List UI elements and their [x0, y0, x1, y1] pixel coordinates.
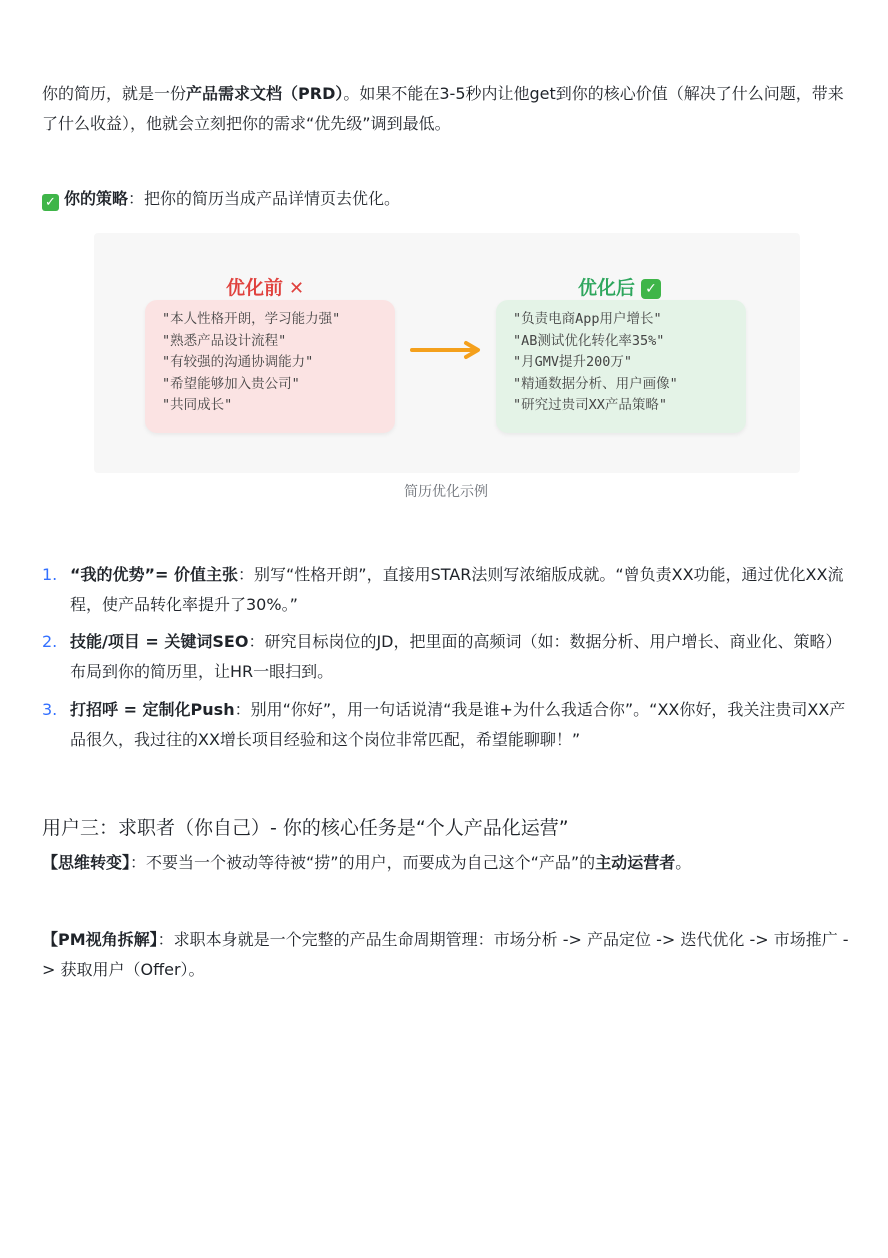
- list-item: [42, 560, 850, 620]
- after-line: "精通数据分析、用户画像": [513, 375, 678, 392]
- list-number: 2.: [42, 632, 58, 651]
- strategy-text: ：把你的简历当成产品详情页去优化。: [128, 189, 401, 208]
- strategy-label: 你的策略: [64, 189, 129, 208]
- after-line: "负责电商App用户增长": [513, 311, 662, 327]
- before-line: "共同成长": [162, 397, 233, 413]
- before-line: "希望能够加入贵公司": [162, 375, 300, 392]
- mindset-paragraph: [42, 848, 850, 878]
- pm-text: ：求职本身就是一个完整的产品生命周期管理：市场分析 -> 产品定位 -> 迭代优化 -> 市场推广 -> 获取用户（Offer）。: [42, 930, 849, 979]
- before-title-text: 优化前: [226, 277, 284, 299]
- after-title: [578, 273, 661, 300]
- list-item-bold: 技能/项目 = 关键词SEO: [70, 632, 249, 651]
- list-item: [42, 627, 850, 687]
- list-item-body: [70, 695, 850, 755]
- section-heading: 用户三：求职者（你自己）- 你的核心任务是“个人产品化运营”: [42, 817, 569, 839]
- intro-bold: 产品需求文档（PRD）: [186, 84, 344, 103]
- list-item-body: [70, 627, 850, 687]
- mindset-label: 【思维转变】: [42, 853, 131, 872]
- list-item-text: ：别写“性格开朗”，直接用STAR法则写浓缩版成就。“曾负责XX功能，通过优化XX流程，使产品转化率提升了30%。”: [70, 565, 844, 614]
- before-line: "熟悉产品设计流程": [162, 332, 287, 349]
- list-number: 3.: [42, 700, 58, 719]
- before-title: [226, 273, 304, 300]
- intro-text-1: 你的简历，就是一份: [42, 84, 187, 103]
- after-card: [496, 300, 746, 433]
- after-line: "AB测试优化转化率35%": [513, 332, 665, 349]
- check-icon: ✓: [641, 279, 661, 299]
- before-card: [145, 300, 395, 433]
- pm-label: 【PM视角拆解】: [42, 930, 158, 949]
- mindset-text-2: 。: [675, 853, 692, 872]
- list-item-bold: “我的优势”= 价值主张: [70, 565, 239, 584]
- intro-text-2: 。如果不能在3-5秒内让他get到你的核心价值（解决了什么问题，带来了什么收益），他就会立刻把你的需求“优先级”调到最低。: [42, 84, 844, 133]
- strategy-paragraph: [42, 184, 850, 214]
- list-item-text: ：研究目标岗位的JD，把里面的高频词（如：数据分析、用户增长、商业化、策略）布局到你的简历里，让HR一眼扫到。: [70, 632, 842, 681]
- figure-caption: 简历优化示例: [404, 484, 488, 500]
- before-line: "本人性格开朗，学习能力强": [162, 311, 341, 327]
- intro-paragraph: [42, 79, 850, 139]
- after-line: "研究过贵司XX产品策略": [513, 397, 668, 413]
- after-line: "月GMV提升200万": [513, 354, 633, 370]
- list-number: 1.: [42, 565, 58, 584]
- mindset-bold: 主动运营者: [595, 853, 676, 872]
- cross-icon: ✕: [289, 278, 305, 299]
- before-line: "有较强的沟通协调能力": [162, 354, 314, 370]
- check-icon: ✓: [42, 194, 59, 211]
- list-item-bold: 打招呼 = 定制化Push: [70, 700, 235, 719]
- mindset-text-1: ：不要当一个被动等待被“捞”的用户，而要成为自己这个“产品”的: [130, 853, 596, 872]
- list-item-body: [70, 560, 850, 620]
- arrow-right-icon: [410, 340, 484, 360]
- pm-paragraph: [42, 925, 850, 985]
- after-title-text: 优化后: [578, 277, 636, 299]
- list-item-text: ：别用“你好”，用一句话说清“我是谁+为什么我适合你”。“XX你好，我关注贵司XX产品很久，我过往的XX增长项目经验和这个岗位非常匹配，希望能聊聊！”: [70, 700, 846, 749]
- resume-comparison-figure: [94, 233, 800, 473]
- list-item: [42, 695, 850, 755]
